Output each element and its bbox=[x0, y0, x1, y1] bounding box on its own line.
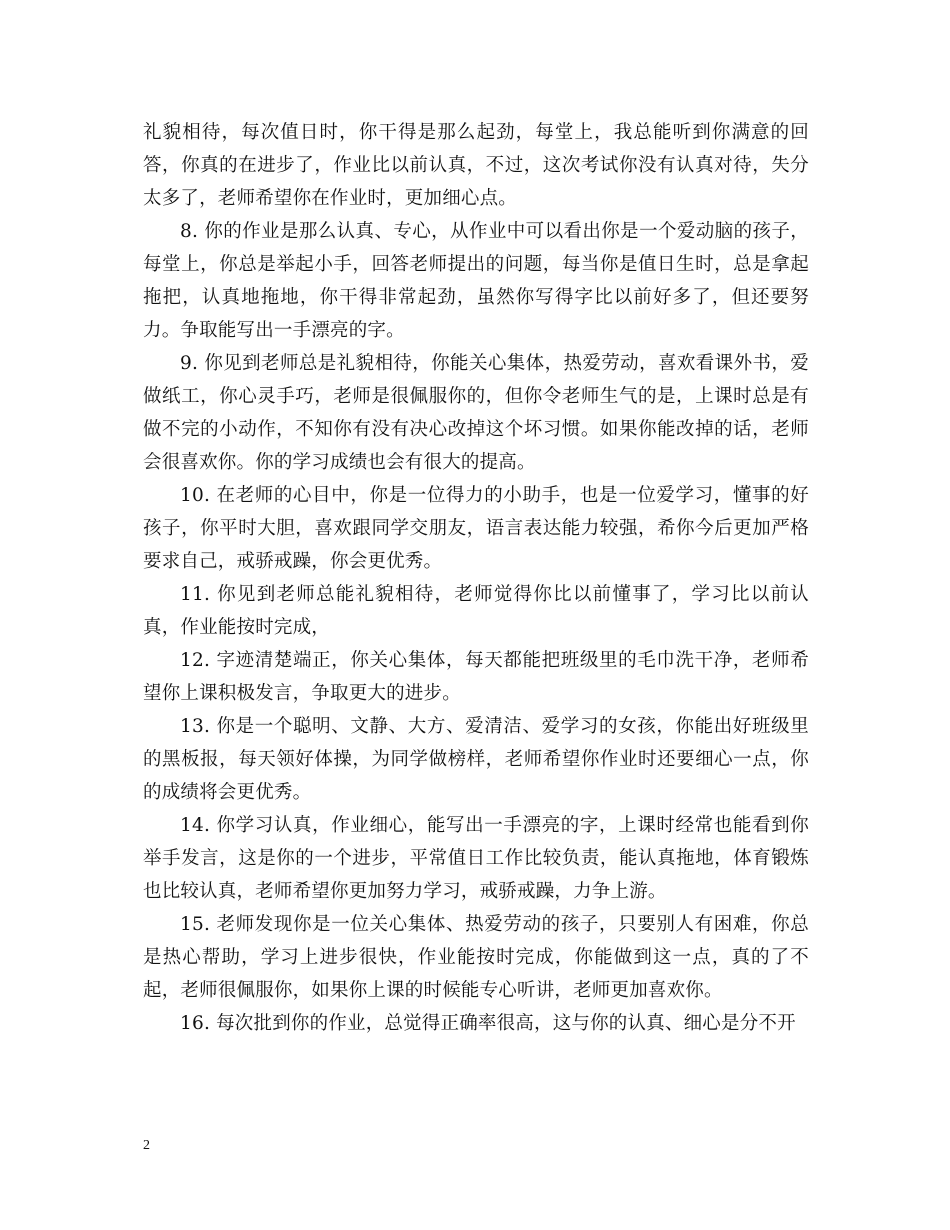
paragraph-item-12: 12. 字迹清楚端正，你关心集体，每天都能把班级里的毛巾洗干净，老师希望你上课积极发言，争取更大的进步。 bbox=[143, 650, 809, 704]
paragraph-item-11: 11. 你见到老师总能礼貌相待，老师觉得你比以前懂事了，学习比以前认真，作业能按时完成， bbox=[143, 584, 809, 638]
paragraph-item-16: 16. 每次批到你的作业，总觉得正确率很高，这与你的认真、细心是分不开 bbox=[180, 1013, 796, 1034]
document-body bbox=[143, 116, 809, 1040]
paragraph-item-15: 15. 老师发现你是一位关心集体、热爱劳动的孩子，只要别人有困难，你总是热心帮助，学习上进步很快，作业能按时完成，你能做到这一点，真的了不起，老师很佩服你，如果你上课的时候能专心听讲，老师更加喜欢你。 bbox=[143, 914, 809, 1001]
paragraph-item-13: 13. 你是一个聪明、文静、大方、爱清洁、爱学习的女孩，你能出好班级里的黑板报，每天领好体操，为同学做榜样，老师希望你作业时还要细心一点，你的成绩将会更优秀。 bbox=[143, 716, 809, 803]
paragraph-item-9: 9. 你见到老师总是礼貌相待，你能关心集体，热爱劳动，喜欢看课外书，爱做纸工，你心灵手巧，老师是很佩服你的，但你令老师生气的是，上课时总是有做不完的小动作，不知你有没有决心改掉这个坏习惯。如果你能改掉的话，老师会很喜欢你。你的学习成绩也会有很大的提高。 bbox=[143, 353, 809, 473]
paragraph-item-8: 8. 你的作业是那么认真、专心，从作业中可以看出你是一个爱动脑的孩子，每堂上，你总是举起小手，回答老师提出的问题，每当你是值日生时，总是拿起拖把，认真地拖地，你干得非常起劲，虽然你写得字比以前好多了，但还要努力。争取能写出一手漂亮的字。 bbox=[143, 221, 809, 341]
paragraph-continuation: 礼貌相待，每次值日时，你干得是那么起劲，每堂上，我总能听到你满意的回答，你真的在进步了，作业比以前认真，不过，这次考试你没有认真对待，失分太多了，老师希望你在作业时，更加细心点。 bbox=[143, 122, 809, 209]
page-number: 2 bbox=[143, 1138, 150, 1153]
paragraph-item-10: 10. 在老师的心目中，你是一位得力的小助手，也是一位爱学习，懂事的好孩子，你平时大胆，喜欢跟同学交朋友，语言表达能力较强，希你今后更加严格要求自己，戒骄戒躁，你会更优秀。 bbox=[143, 485, 809, 572]
paragraph-item-14: 14. 你学习认真，作业细心，能写出一手漂亮的字，上课时经常也能看到你举手发言，这是你的一个进步，平常值日工作比较负责，能认真拖地，体育锻炼也比较认真，老师希望你更加努力学习，戒骄戒躁，力争上游。 bbox=[143, 815, 809, 902]
